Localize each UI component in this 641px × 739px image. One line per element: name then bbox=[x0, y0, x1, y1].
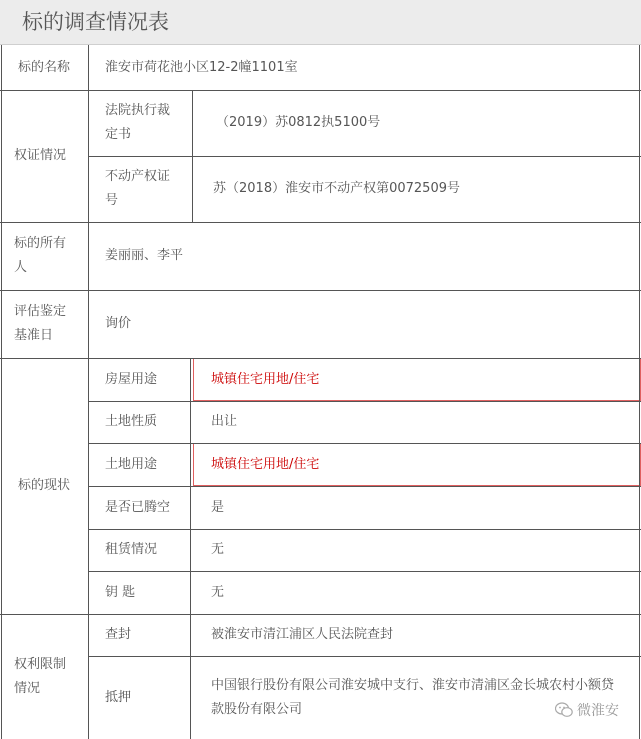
grid-line bbox=[88, 45, 89, 739]
status-value-2: 城镇住宅用地/住宅 bbox=[211, 456, 320, 472]
watermark-text: 微淮安 bbox=[577, 703, 619, 719]
survey-table bbox=[0, 45, 641, 739]
status-label-0: 房屋用途 bbox=[105, 371, 158, 387]
status-value-1: 出让 bbox=[211, 414, 238, 429]
grid-line bbox=[0, 222, 641, 223]
grid-line bbox=[88, 443, 641, 444]
grid-line bbox=[88, 656, 641, 657]
status-label-2: 土地用途 bbox=[105, 456, 158, 472]
status-label-3: 是否已腾空 bbox=[105, 499, 171, 515]
status-value-0: 城镇住宅用地/住宅 bbox=[211, 371, 320, 387]
status-value-4: 无 bbox=[211, 542, 225, 557]
status-value-5: 无 bbox=[211, 584, 225, 600]
grid-line bbox=[0, 358, 641, 359]
label-date: 评估鉴定基准日 bbox=[14, 304, 67, 343]
grid-line bbox=[88, 571, 641, 572]
status-label-5: 钥 匙 bbox=[105, 584, 136, 600]
grid-line bbox=[0, 614, 641, 615]
watermark bbox=[555, 700, 619, 720]
label-court: 法院执行裁定书 bbox=[105, 103, 171, 142]
grid-line bbox=[190, 358, 191, 739]
label-mortgage: 抵押 bbox=[105, 689, 132, 705]
page-title: 标的调查情况表 bbox=[22, 10, 169, 34]
grid-line bbox=[88, 529, 641, 530]
label-name: 标的名称 bbox=[17, 59, 70, 75]
grid-line bbox=[88, 401, 641, 402]
grid-line bbox=[0, 290, 641, 291]
value-cert: 苏（2018）淮安市不动产权第0072509号 bbox=[213, 181, 460, 196]
grid-line bbox=[88, 486, 641, 487]
value-mortgage: 中国银行股份有限公司淮安城中支行、淮安市清浦区金长城农村小额贷款股份有限公司 bbox=[211, 677, 615, 717]
value-date: 询价 bbox=[105, 316, 132, 331]
status-value-3: 是 bbox=[211, 499, 225, 515]
status-label-4: 租赁情况 bbox=[105, 542, 158, 557]
highlight-box-0 bbox=[193, 358, 641, 401]
grid-line bbox=[1, 45, 2, 739]
label-cert: 不动产权证号 bbox=[105, 169, 171, 208]
value-seal: 被淮安市清江浦区人民法院查封 bbox=[211, 627, 394, 642]
label-restrict: 权利限制情况 bbox=[14, 656, 67, 696]
grid-line bbox=[639, 45, 640, 739]
label-status: 标的现状 bbox=[17, 478, 70, 493]
wechat-icon bbox=[555, 702, 573, 718]
value-name: 淮安市荷花池小区12-2幢1101室 bbox=[105, 59, 298, 75]
status-label-1: 土地性质 bbox=[105, 414, 158, 429]
highlight-box-2 bbox=[193, 443, 641, 486]
value-owner: 姜丽丽、李平 bbox=[105, 248, 184, 263]
title-bar bbox=[0, 0, 641, 45]
label-rights: 权证情况 bbox=[14, 148, 67, 163]
grid-line bbox=[0, 90, 641, 91]
grid-line bbox=[88, 156, 641, 157]
value-court: （2019）苏0812执5100号 bbox=[216, 115, 381, 130]
label-owner: 标的所有人 bbox=[14, 236, 67, 275]
label-seal: 查封 bbox=[105, 627, 132, 642]
